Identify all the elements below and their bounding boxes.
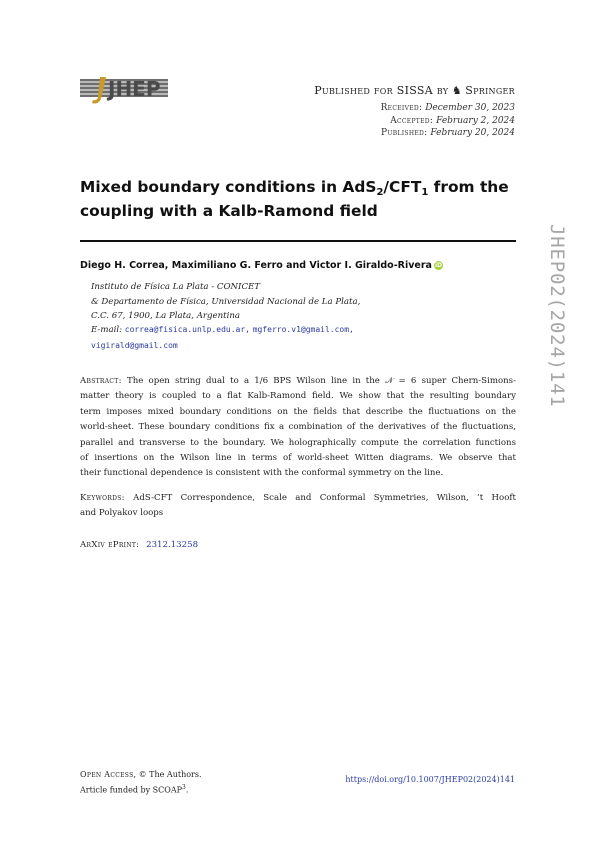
abstract-line: Abstract: The open string dual to a 1/6 BPS Wilson line in the 𝒩 = 6 super Chern-Simons- <box>80 376 516 386</box>
keywords <box>80 491 516 522</box>
paper-title <box>80 175 520 223</box>
arxiv-label: ArXiv ePrint: <box>80 540 140 550</box>
jhep-logo <box>80 75 168 105</box>
journal-sidebar <box>546 224 566 494</box>
publisher-name: Springer <box>465 84 515 97</box>
arxiv-link[interactable]: 2312.13258 <box>146 540 199 550</box>
abstract-line: their functional dependence is consistent with the conformal symmetry on the line. <box>80 468 444 479</box>
orcid-icon[interactable]: iD <box>434 262 442 269</box>
received-label: Received: <box>380 103 423 113</box>
accepted-date: February 2, 2024 <box>436 115 515 126</box>
abstract-line: world-sheet. These boundary conditions fix a combination of the derivatives of the fluctuations, <box>80 422 516 433</box>
author-list <box>80 260 443 271</box>
received-date: December 30, 2023 <box>425 103 515 113</box>
svg-text:JHEP: JHEP <box>108 77 161 101</box>
abstract-label: Abstract: <box>80 376 122 386</box>
springer-horse-icon: ♞ <box>451 84 462 97</box>
publisher-prefix: Published for SISSA by <box>314 84 449 97</box>
email-link[interactable]: correa@fisica.unlp.edu.ar, <box>124 325 250 334</box>
publisher-line <box>314 84 515 97</box>
publication-dates <box>381 102 515 140</box>
accepted-row <box>381 115 515 128</box>
published-date: February 20, 2024 <box>430 128 515 138</box>
email-link[interactable]: mgferro.v1@gmail.com, <box>252 325 354 334</box>
abstract-line: parallel and transverse to the boundary. We holographically compute the correlation functions <box>80 437 516 448</box>
email-block <box>91 322 354 354</box>
abstract-line: of insertions on the Wilson line in terms of world-sheet Witten diagrams. We observe that <box>80 453 516 464</box>
affiliation-line: & Departamento de Física, Universidad Nacional de La Plata, <box>91 296 361 307</box>
title-rule <box>80 240 516 242</box>
authors-copyright: , © The Authors. <box>133 770 202 779</box>
email-label: E-mail: <box>91 325 123 335</box>
journal-reference: JHEP02(2024)141 <box>546 224 568 408</box>
received-row <box>381 102 515 115</box>
published-label: Published: <box>381 128 428 138</box>
arxiv-eprint <box>80 540 198 550</box>
accepted-label: Accepted: <box>390 115 434 126</box>
abstract <box>80 374 516 482</box>
authors-text: Diego H. Correa, Maximiliano G. Ferro and Victor I. Giraldo-Rivera <box>80 260 432 271</box>
doi-link[interactable]: https://doi.org/10.1007/JHEP02(2024)141 <box>345 775 515 784</box>
footer-license: Open Access, © The Authors. Article funded by SCOAP$^3$. <box>80 770 202 795</box>
funding-text: Article funded by SCOAP <box>80 785 182 795</box>
email-link[interactable]: vigirald@gmail.com <box>91 341 178 350</box>
open-access-label: Open Access <box>80 770 134 779</box>
affiliation <box>91 280 360 324</box>
affiliation-line: C.C. 67, 1900, La Plata, Argentina <box>91 311 241 321</box>
title-line-1: Mixed boundary conditions in $AdS_2/CFT_1$ from the <box>80 178 509 198</box>
title-line-2: coupling with a Kalb-Ramond field <box>80 202 378 220</box>
keywords-line: and Polyakov loops <box>80 508 164 519</box>
abstract-line: matter theory is coupled to a flat Kalb-Ramond field. We show that the resulting boundary <box>80 391 516 402</box>
keywords-line: Keywords: AdS-CFT Correspondence, Scale and Conformal Symmetries, Wilson, ’t Hooft <box>80 493 516 503</box>
published-row <box>381 127 515 140</box>
abstract-line: term imposes mixed boundary conditions on the fields that describe the fluctuations on the <box>80 406 516 417</box>
keywords-label: Keywords: <box>80 493 125 503</box>
affiliation-line: Instituto de Física La Plata - CONICET <box>91 282 261 292</box>
